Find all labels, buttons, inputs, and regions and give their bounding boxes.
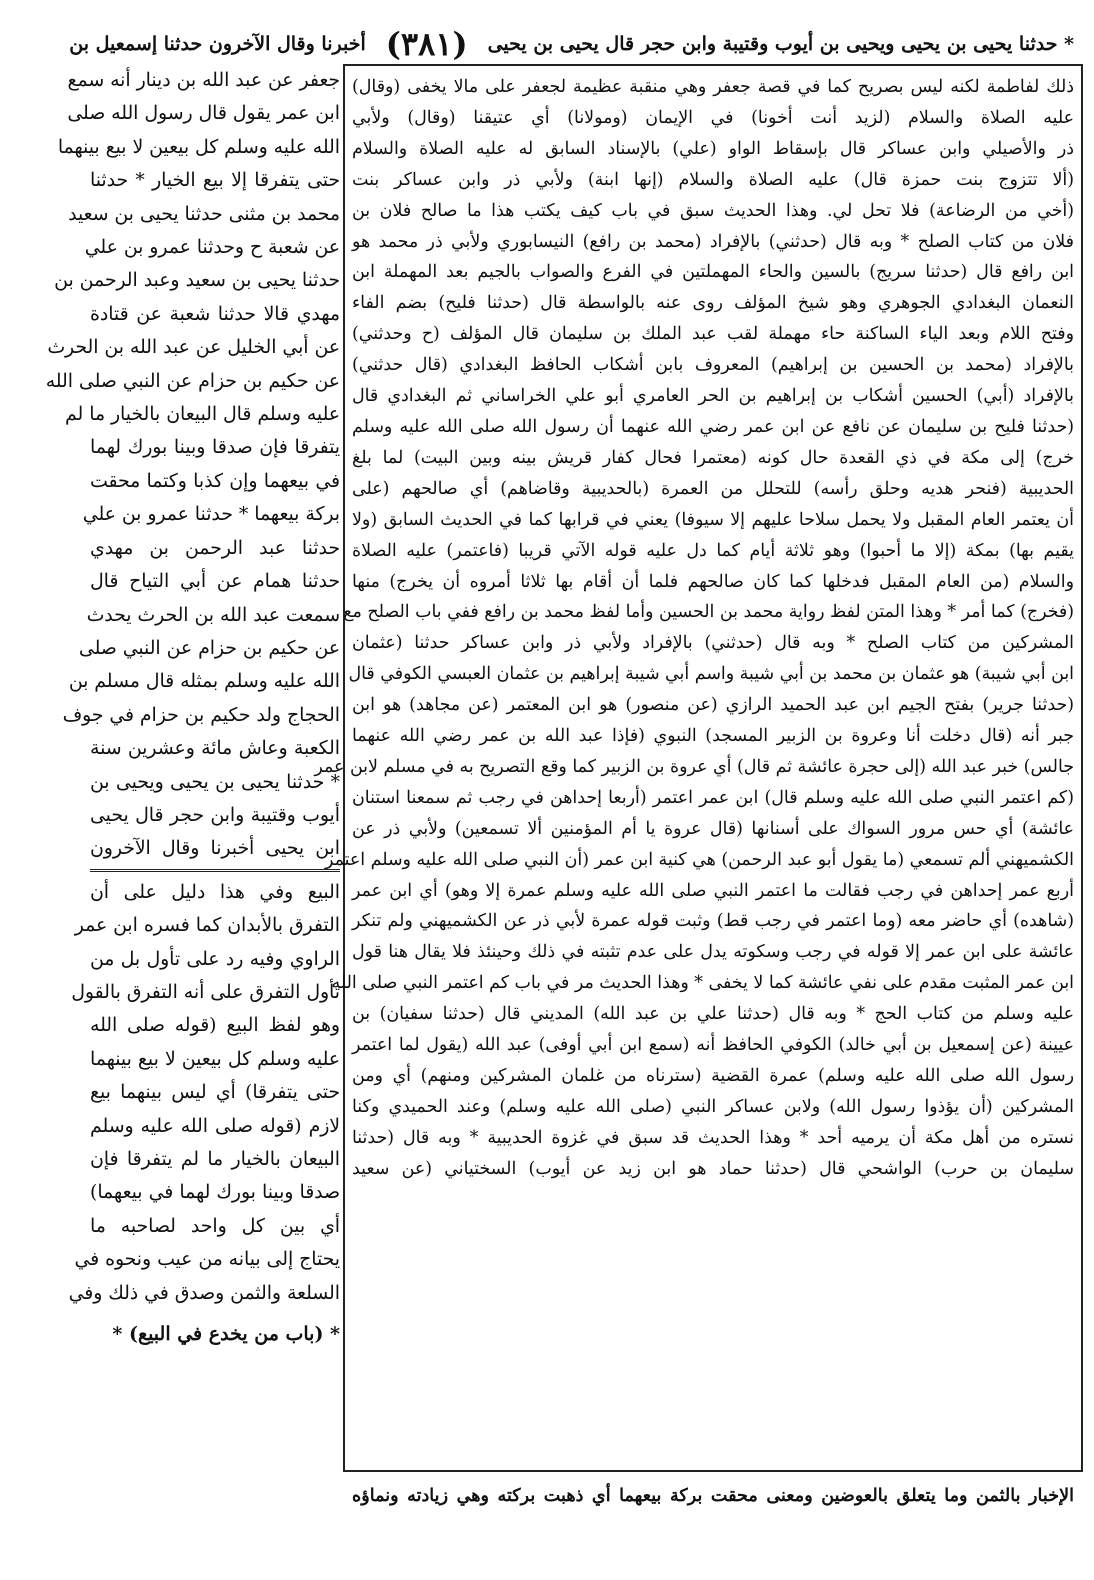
side-commentary-line: يحتاج إلى بيانه من عيب ونحوه في bbox=[74, 1249, 340, 1271]
side-commentary-line: تأول التفرق على أنه التفرق بالقول bbox=[71, 981, 340, 1003]
side-line: الله عليه وسلم كل بيعين لا بيع بينهما bbox=[57, 136, 340, 158]
side-line: محمد بن مثنى حدثنا يحيى بن سعيد bbox=[68, 203, 340, 225]
side-line: حدثنا يحيى بن سعيد وعبد الرحمن بن bbox=[54, 270, 340, 292]
main-line: (شاهده) أي حاضر معه (وما اعتمر في رجب قط) وثبت قوله عمرة لأبي ذر عن الكشميهني ولم تنكر bbox=[352, 911, 1074, 932]
side-commentary-line: لازم (قوله صلى الله عليه وسلم bbox=[90, 1115, 340, 1137]
side-line: بركة بيعهما * حدثنا عمرو بن علي bbox=[82, 504, 340, 526]
side-commentary-line: وهو لفظ البيع (قوله صلى الله bbox=[90, 1015, 340, 1037]
side-line: عن شعبة ح وحدثنا عمرو بن علي bbox=[84, 237, 340, 259]
main-line: وفتح اللام وبعد الياء الساكنة حاء مهملة لقب عبد الملك بن سليمان قال المؤلف (ح وحدثني) bbox=[352, 324, 1074, 345]
main-line: (أخي من الرضاعة) فلا تحل لي. وهذا الحديث سبق في باب كيف يكتب هذا ما صالح فلان بن bbox=[352, 200, 1074, 221]
main-line: (حدثنا جرير) بفتح الجيم ابن عبد الحميد الرازي (عن منصور) هو ابن المعتمر (عن مجاهد) هو ابن bbox=[352, 695, 1074, 716]
main-line: جبر أنه (قال دخلت أنا وعروة بن الزبير المسجد) النبوي (فإذا عبد الله بن عمر رضي الله عنهما bbox=[352, 726, 1074, 747]
header-left-text: أخبرنا وقال الآخرون حدثنا إسمعيل بن bbox=[69, 33, 366, 55]
side-line: عن أبي الخليل عن عبد الله بن الحرث bbox=[47, 337, 340, 359]
main-line: ابن أبي شيبة) هو عثمان بن محمد بن أبي شيبة واسم أبي شيبة إبراهيم بن عثمان العبسي الكوفي قال bbox=[348, 664, 1074, 685]
side-commentary-line: صدقا وبينا بورك لهما في بيعهما) bbox=[90, 1182, 340, 1204]
main-line: بالإفراد (محمد بن الحسين بن إبراهيم) المعروف بابن أشكاب الحافظ البغدادي (قال حدثني) bbox=[352, 355, 1074, 376]
side-line: في بيعهما وإن كذبا وكتما محقت bbox=[90, 470, 340, 492]
main-line: (كم اعتمر النبي صلى الله عليه وسلم قال) ابن عمر اعتمر (أربعا إحداهن في رجب ثم سمعنا استنان bbox=[352, 787, 1074, 808]
side-line: حدثنا عبد الرحمن بن مهدي bbox=[90, 537, 340, 559]
main-line: المشركين من كتاب الصلح * وبه قال (حدثني) بالإفراد ولأبي ذر وابن عساكر حدثنا (عثمان bbox=[352, 633, 1074, 654]
footnote-line: الإخبار بالثمن وما يتعلق بالعوضين ومعنى محقت بركة بيعهما أي ذهبت بركته وهي زيادته ونماؤه bbox=[352, 1485, 1074, 1506]
main-line: والسلام (من العام المقبل فدخلها كما كان صالحهم فلما أن أقام بها ثلاثا أمروه أن يخرج) منها bbox=[352, 571, 1074, 592]
side-line: أيوب وقتيبة وابن حجر قال يحيى bbox=[90, 804, 340, 826]
page-number: (٣٨١) bbox=[385, 25, 468, 63]
side-line: حدثنا همام عن أبي التياح قال bbox=[90, 571, 340, 593]
main-line: سليمان بن حرب) الواشحي قال (حدثنا حماد هو ابن زيد عن أيوب) السختياني (عن سعيد bbox=[352, 1158, 1074, 1179]
main-line: بالإفراد (أبي) الحسين أشكاب بن إبراهيم بن الحر العامري أبو علي الخراساني ثم البغدادي قال bbox=[352, 386, 1074, 407]
side-commentary-line: البيعان بالخيار ما لم يتفرقا فإن bbox=[90, 1149, 340, 1170]
main-line: يقيم بها) بمكة (إلا ما أحبوا) وهو ثلاثة أيام كما دل عليه قوله الآتي قريبا (فاعتمر) عليه الصلاة bbox=[352, 540, 1074, 561]
side-commentary-line: الراوي وفيه رد على تأول بل من bbox=[90, 948, 340, 970]
side-commentary-line: عليه وسلم كل بيعين لا بيع بينهما bbox=[90, 1048, 340, 1070]
side-commentary-line: التفرق بالأبدان كما فسره ابن عمر bbox=[74, 915, 340, 937]
side-line: عليه وسلم قال البيعان بالخيار ما لم bbox=[65, 404, 340, 426]
side-line: عن حكيم بن حزام عن النبي صلى الله bbox=[45, 370, 340, 392]
side-line: عن حكيم بن حزام عن النبي صلى bbox=[78, 637, 340, 659]
chapter-heading: * (باب من يخدع في البيع) * bbox=[112, 1323, 340, 1346]
side-line: يتفرقا فإن صدقا وبينا بورك لهما bbox=[90, 437, 340, 459]
side-line: الله عليه وسلم بمثله قال مسلم بن bbox=[68, 671, 340, 693]
main-line: الحديبية (فنحر هديه وحلق رأسه) للتحلل من العمرة (بالحديبية وقاضاهم) أي صالحهم (على bbox=[352, 478, 1074, 499]
side-line: الحجاج ولد حكيم بن حزام في جوف bbox=[62, 704, 340, 726]
main-line: ذر والأصيلي وابن عساكر قال بإسقاط الواو (علي) بالإسناد السابق له عليه الصلاة والسلام bbox=[352, 138, 1074, 159]
side-line: ابن يحيى أخبرنا وقال الآخرون bbox=[90, 838, 340, 860]
main-line: أربع عمر إحداهن في رجب فقالت ما اعتمر النبي صلى الله عليه وسلم عمرة إلا وهو) أي ابن عمر bbox=[352, 880, 1074, 901]
main-line: جالس) خبر عبد الله (إلى حجرة عائشة ثم قال) أي عروة بن الزبير كما وقع التصريح به في مسلم لابن عمر bbox=[314, 756, 1074, 777]
side-line: الكعبة وعاش مائة وعشرين سنة bbox=[90, 738, 340, 760]
side-line: سمعت عبد الله بن الحرث يحدث bbox=[86, 604, 340, 626]
main-line: أن يعتمر العام المقبل ولا يحمل سلاحا عليهم إلا سيوفا) يعني في قرابها كما في الحديث السابق (ولا bbox=[352, 509, 1074, 530]
side-line: * حدثنا يحيى بن يحيى ويحيى بن bbox=[90, 771, 340, 793]
main-line: ابن عمر المثبت مقدم على نفي عائشة كما لا يخفى * وهذا الحديث مر في باب كم اعتمر النبي صلى الله bbox=[331, 973, 1074, 994]
main-line: الكشميهني ألم تسمعي (ما يقول أبو عبد الرحمن) هي كنية ابن عمر (أن النبي صلى الله عليه وسلم اعتمر bbox=[325, 849, 1074, 870]
main-line: عائشة على ابن عمر إلا قوله في رجب وسكوته يدل على عدم تثبته في ذلك وحينئذ فلا يقال هنا قول bbox=[352, 942, 1074, 963]
main-line: عائشة) أي حس مرور السواك على أسنانها (قال عروة يا أم المؤمنين ألا تسمعين) ولأبي ذر عن bbox=[352, 818, 1074, 839]
main-line: (ألا تتزوج بنت حمزة قال) عليه الصلاة والسلام (إنها ابنة) ولأبي ذر وابن عساكر بنت bbox=[352, 169, 1074, 190]
main-line: فلان من كتاب الصلح * وبه قال (حدثني) بالإفراد (محمد بن رافع) النيسابوري ولأبي ذر محمد هو bbox=[352, 231, 1074, 252]
header-right-text: * حدثنا يحيى بن يحيى ويحيى بن أيوب وقتيبة وابن حجر قال يحيى بن يحيى bbox=[487, 33, 1074, 55]
main-line: عيينة (عن إسمعيل بن أبي خالد) الكوفي الحافظ أنه (سمع ابن أبي أوفى) عبد الله (يقول لما اعتمر bbox=[352, 1035, 1074, 1056]
main-line: رسول الله صلى الله عليه وسلم) عمرة القضية (سترناه من غلمان المشركين ومنهم) أي ومن bbox=[352, 1066, 1074, 1086]
main-line: ذلك لفاطمة لكنه ليس بصريح كما في قصة جعفر وهي منقبة عظيمة لجعفر على مالا يخفى (وقال) bbox=[352, 77, 1074, 97]
side-divider bbox=[90, 869, 340, 872]
main-line: (حدثنا فليح بن سليمان عن نافع عن ابن عمر رضي الله عنهما أن رسول الله صلى الله عليه وسلم bbox=[352, 416, 1074, 437]
main-line: النعمان البغدادي الجوهري وهو شيخ المؤلف روى عنه بالواسطة قال (حدثنا فليح) بضم الفاء bbox=[352, 293, 1074, 314]
side-line: مهدي قالا حدثنا شعبة عن قتادة bbox=[90, 303, 340, 325]
side-line: جعفر عن عبد الله بن دينار أنه سمع bbox=[67, 70, 340, 91]
main-line: عليه الصلاة والسلام (لزيد أنت أخونا) في الإيمان (ومولانا) أي عتيقنا (وقال) ولأبي bbox=[352, 107, 1074, 128]
main-line: (فخرج) كما أمر * وهذا المتن لفظ رواية محمد بن الحسين وأما لفظ محمد بن رافع ففي باب الصلح مع bbox=[343, 602, 1074, 623]
main-line: ابن رافع قال (حدثنا سريج) بالسين والحاء المهملتين في الفرع والصواب بالجيم بعد المهملة ابن bbox=[352, 262, 1074, 283]
main-commentary-column bbox=[314, 72, 1074, 1467]
side-line: حتى يتفرقا إلا بيع الخيار * حدثنا bbox=[90, 170, 340, 192]
main-line: عليه وسلم من كتاب الحج * وبه قال (حدثنا علي بن عبد الله) المديني قال (حدثنا سفيان) بن bbox=[352, 1004, 1074, 1025]
side-commentary-line: أي بين كل واحد لصاحبه ما bbox=[90, 1215, 340, 1237]
main-line: خرج) إلى مكة في ذي القعدة حال كونه (معتمرا فحال كفار قريش بينه وبين البيت) لما بلغ bbox=[352, 447, 1074, 468]
page-header bbox=[69, 22, 1074, 66]
side-hadith-column bbox=[45, 64, 340, 1564]
side-commentary-line: السلعة والثمن وصدق في ذلك وفي bbox=[68, 1282, 340, 1304]
side-commentary-line: البيع وفي هذا دليل على أن bbox=[90, 881, 340, 903]
side-commentary-line: حتى يتفرقا) أي ليس بينهما بيع bbox=[90, 1082, 340, 1104]
main-line: نستره من أهل مكة أن يرميه أحد * وهذا الحديث قد سبق في غزوة الحديبية * وبه قال (حدثنا bbox=[352, 1127, 1074, 1148]
side-line: ابن عمر يقول قال رسول الله صلى bbox=[67, 103, 340, 125]
main-line: المشركين (أن يؤذوا رسول الله) ولابن عساكر النبي (صلى الله عليه وسلم) وعند الحميدي وكنا bbox=[352, 1096, 1074, 1117]
